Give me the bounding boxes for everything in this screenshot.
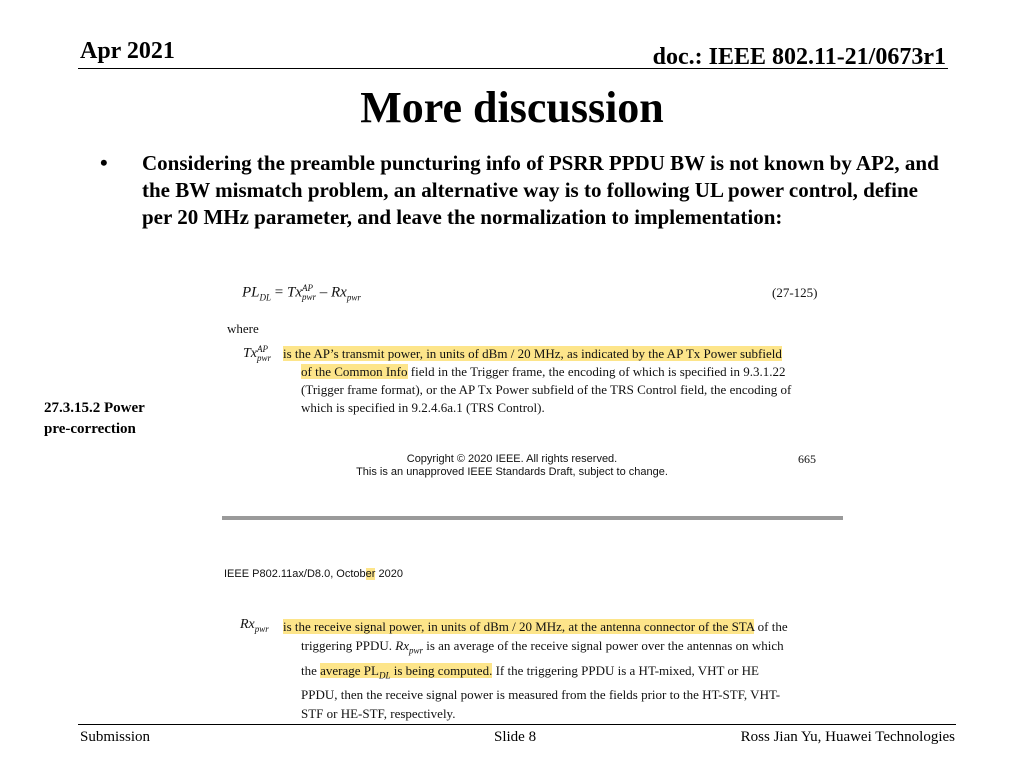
section-label: 27.3.15.2 Power pre-correction [44,400,145,437]
rx-pwr-definition [283,617,828,723]
def2-line-5: STF or HE-STF, respectively. [301,706,456,722]
eq-equals: = [274,284,284,301]
def2-line-2 [283,636,828,661]
def2-l3-a: the [301,662,321,678]
header-date: Apr 2021 [80,38,175,64]
symbol-tx-pwr [243,345,271,363]
draft-part-a: IEEE P802.11ax/D8.0, Octob [224,568,366,580]
eq-rx-sub: pwr [346,292,361,303]
def2-l2-a: triggering PPDU. [301,638,396,653]
tx-pwr-definition [283,345,828,417]
def2-line-1 [283,617,828,636]
def2-highlight: is the receive signal power, in units of dBm / 20 MHz, at the antenna connector of the STA [283,619,755,634]
slide-title: More discussion [360,83,664,132]
eq-tx-sup: AP [302,283,313,293]
header-divider [78,68,948,69]
def1-part-a: is the AP’s [283,346,342,361]
eq-rx: Rx [331,284,347,301]
def1-line-4: which is specified in 9.2.4.6a.1 (TRS Control). [301,400,545,415]
def2-line-3 [283,661,828,686]
footer-slide-number: Slide 8 [494,729,537,745]
def2-l2-rx-sub: pwr [408,645,423,656]
footer-divider [78,724,956,725]
sym-tx-sub: pwr [257,353,272,363]
bullet-text: Considering the preamble puncturing info of PSRR PPDU BW is not known by AP2, and the BW mismatch problem, an alternative way is to following UL power control, define per 20 MHz parameter, and leave the normalization to implementation: [142,151,939,229]
draft-part-c: 2020 [375,568,403,580]
def2-l2-b: is an average of the receive signal power over the antennas on which [422,638,784,653]
def2-l2-rx: Rx [395,638,409,653]
excerpt-page-number: 665 [798,452,816,466]
def2-l3-b: If the triggering PPDU is a HT-mixed, VHT or HE [492,662,759,678]
excerpt-separator [222,516,843,520]
header-doc-id: doc.: IEEE 802.11-21/0673r1 [652,44,946,70]
def1-line-1 [283,345,828,363]
def2-l3-hl-sub: DL [378,670,391,681]
def2-l3-hl-text: average PL [320,662,379,678]
symbol-rx-pwr [240,617,269,634]
def2-l3-hl-text-2: is being computed. [390,662,493,678]
eq-pl: PL [242,284,260,301]
def1-highlight: transmit power, in units of dBm / 20 MHz, [341,346,564,361]
sym-tx: Tx [243,346,257,362]
footer-author: Ross Jian Yu, Huawei Technologies [740,729,955,745]
def2-l1-rest: of the [754,619,788,634]
eq-minus: – [319,284,328,301]
eq-pl-sub: DL [259,292,272,303]
bullet-marker: • [100,150,108,175]
eq-tx-sub: pwr [302,292,317,302]
def1-part-e: field in the Trigger frame, the encoding of which is specified in 9.3.1.22 [407,364,786,379]
def1-part-c: as indicated by the AP Tx Power subfield [563,346,782,361]
sym-rx: Rx [240,617,255,632]
where-label: where [227,321,259,336]
def1-line-3: (Trigger frame format), or the AP Tx Power subfield of the TRS Control field, the encoding of [301,382,792,397]
copyright-notice: Copyright © 2020 IEEE. All rights reserved. [406,453,618,465]
sym-tx-sup: AP [257,344,268,354]
draft-part-b: er [365,568,376,580]
def1-highlight-common-info: of the Common Info [301,364,408,379]
draft-disclaimer: This is an unapproved IEEE Standards Draft, subject to change. [356,466,668,478]
equation [242,284,361,302]
def2-l3-highlight [320,662,493,681]
def2-line-4: PPDU, then the receive signal power is measured from the fields prior to the HT-STF, VHT- [301,687,781,703]
footer-submission: Submission [80,729,151,745]
def1-line-2 [283,363,828,381]
sym-rx-sub: pwr [254,623,269,634]
equation-number: (27-125) [772,285,818,300]
draft-header [224,568,403,580]
eq-tx: Tx [287,284,302,301]
